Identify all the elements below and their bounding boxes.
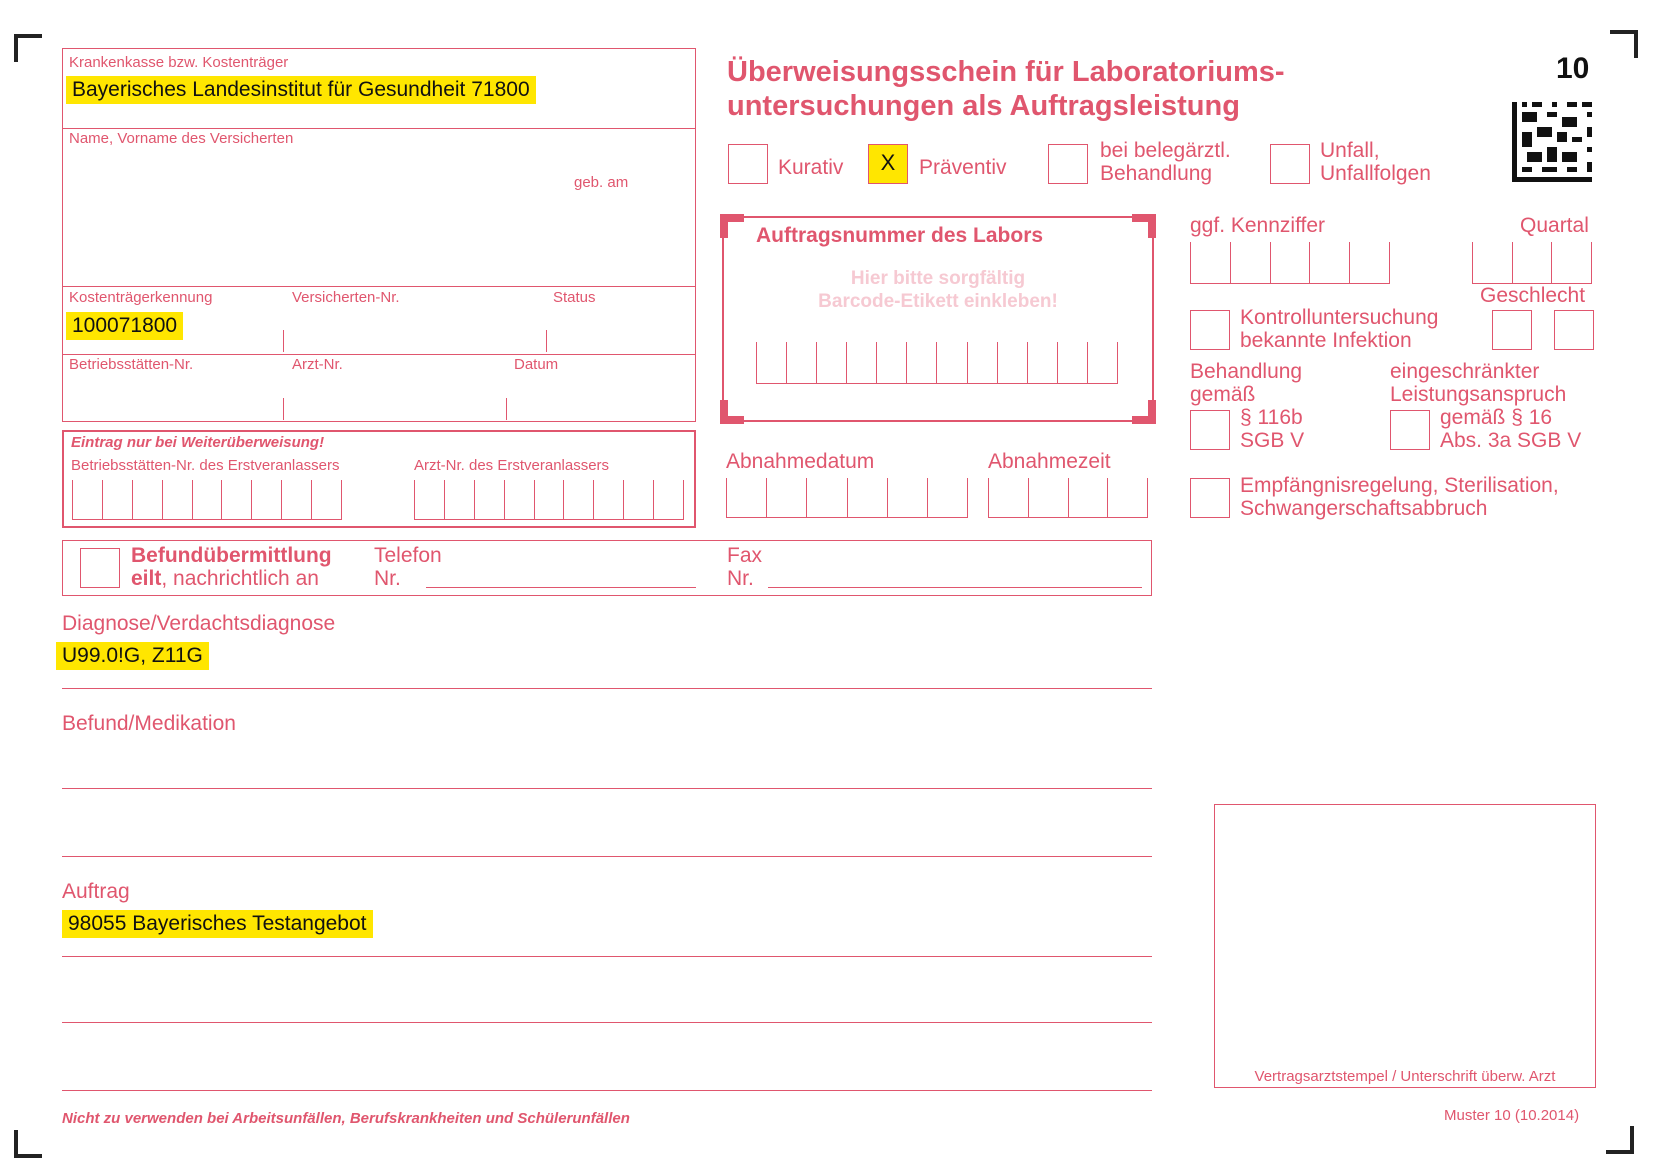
p116b-label-1: § 116b: [1240, 406, 1303, 429]
fax-nr-label: Nr.: [727, 567, 754, 590]
findings-line-1[interactable]: [62, 788, 1152, 789]
form-version: Muster 10 (10.2014): [1444, 1107, 1580, 1124]
findings-label: Befund/Medikation: [62, 712, 236, 735]
unfall-checkbox[interactable]: [1270, 144, 1310, 184]
quartal-label: Quartal: [1520, 214, 1589, 237]
diagnosis-line: [62, 688, 1152, 689]
diagnosis-value[interactable]: U99.0!G, Z11G: [56, 642, 209, 670]
phone-label: Telefon: [374, 544, 442, 567]
eingeschraenkt-label-1: eingeschränkter: [1390, 360, 1540, 383]
praeventiv-label: Präventiv: [919, 156, 1007, 179]
form-title-line1: Überweisungsschein für Laboratoriums-: [727, 56, 1285, 88]
crop-mark-bottom-left: [14, 1130, 42, 1158]
crop-mark-top-right: [1610, 30, 1638, 58]
insurer-value[interactable]: Bayerisches Landesinstitut für Gesundheit 71800: [66, 76, 536, 104]
behandlung-label-1: Behandlung: [1190, 360, 1303, 383]
sampling-date-comb[interactable]: [726, 478, 968, 518]
lab-order-label: Auftragsnummer des Labors: [756, 224, 1044, 247]
geschlecht-label: Geschlecht: [1480, 284, 1586, 307]
doctor-number-label: Arzt-Nr.: [292, 356, 343, 373]
lab-box-corner-br: [1132, 400, 1156, 424]
transmission-label-2: eilt, nachrichtlich an: [131, 567, 319, 590]
footer-note: Nicht zu verwenden bei Arbeitsunfällen, Berufskrankheiten und Schülerunfällen: [62, 1110, 630, 1127]
status-label: Status: [553, 289, 596, 306]
phone-nr-label: Nr.: [374, 567, 401, 590]
lab-box-corner-tl: [720, 214, 744, 238]
order-line-2[interactable]: [62, 1022, 1152, 1023]
date-label: Datum: [514, 356, 559, 373]
p16-label-2: Abs. 3a SGB V: [1440, 429, 1582, 452]
sampling-time-comb[interactable]: [988, 478, 1148, 518]
diagnosis-label: Diagnose/Verdachtsdiagnose: [62, 612, 336, 635]
findings-line-2[interactable]: [62, 856, 1152, 857]
kurativ-label: Kurativ: [778, 156, 844, 179]
referral-site-label: Betriebsstätten-Nr. des Erstveranlassers: [71, 457, 340, 474]
referral-heading: Eintrag nur bei Weiterüberweisung!: [71, 434, 325, 451]
geschlecht-box-2[interactable]: [1554, 310, 1594, 350]
form-number: 10: [1556, 52, 1590, 85]
quartal-comb[interactable]: [1472, 242, 1592, 284]
stamp-label: Vertragsarztstempel / Unterschrift überw. Arzt: [1254, 1068, 1556, 1085]
behandlung-label-2: gemäß: [1190, 383, 1256, 406]
order-label: Auftrag: [62, 880, 130, 903]
praeventiv-mark: X: [880, 150, 896, 175]
order-line-1[interactable]: [62, 956, 1152, 957]
insured-name-label: Name, Vorname des Versicherten: [69, 130, 294, 147]
unfall-label-1: Unfall,: [1320, 139, 1380, 162]
praeventiv-checkbox[interactable]: [868, 144, 908, 184]
kennziffer-comb[interactable]: [1190, 242, 1390, 284]
fax-label: Fax: [727, 544, 763, 567]
referral-doctor-label: Arzt-Nr. des Erstveranlassers: [414, 457, 610, 474]
crop-mark-bottom-right: [1606, 1126, 1634, 1154]
kontrolle-label-2: bekannte Infektion: [1240, 329, 1412, 352]
cost-bearer-value[interactable]: 100071800: [66, 312, 183, 340]
insured-number-label: Versicherten-Nr.: [292, 289, 400, 306]
lab-box-corner-tr: [1132, 214, 1156, 238]
transmission-label: Befundübermittlung: [131, 544, 332, 567]
stamp-signature-box[interactable]: [1214, 804, 1596, 1088]
empfaengnis-label-2: Schwangerschaftsabbruch: [1240, 497, 1488, 520]
sampling-date-label: Abnahmedatum: [726, 450, 875, 473]
phone-input-line[interactable]: [426, 587, 696, 588]
unfall-label-2: Unfallfolgen: [1320, 162, 1431, 185]
form-title-line2: untersuchungen als Auftragsleistung: [727, 90, 1240, 122]
insurer-label: Krankenkasse bzw. Kostenträger: [69, 54, 289, 71]
lab-order-comb[interactable]: [756, 342, 1118, 384]
belegarzt-label-2: Behandlung: [1100, 162, 1213, 185]
fax-input-line[interactable]: [768, 587, 1142, 588]
belegarzt-checkbox[interactable]: [1048, 144, 1088, 184]
eingeschraenkt-label-2: Leistungsanspruch: [1390, 383, 1567, 406]
referral-site-comb[interactable]: [72, 480, 342, 520]
site-number-label: Betriebsstätten-Nr.: [69, 356, 194, 373]
order-value[interactable]: 98055 Bayerisches Testangebot: [62, 910, 373, 938]
sampling-time-label: Abnahmezeit: [988, 450, 1111, 473]
crop-mark-top-left: [14, 34, 42, 62]
belegarzt-label-1: bei belegärztl.: [1100, 139, 1231, 162]
barcode-hint-1: Hier bitte sorgfältig: [850, 268, 1026, 289]
p116b-label-2: SGB V: [1240, 429, 1305, 452]
empfaengnis-checkbox[interactable]: [1190, 478, 1230, 518]
kontrolle-label-1: Kontrolluntersuchung: [1240, 306, 1439, 329]
p116b-checkbox[interactable]: [1190, 410, 1230, 450]
referral-doctor-comb[interactable]: [414, 480, 684, 520]
barcode-hint-2: Barcode-Etikett einkleben!: [818, 291, 1058, 312]
kurativ-checkbox[interactable]: [728, 144, 768, 184]
p16-label-1: gemäß § 16: [1440, 406, 1553, 429]
geschlecht-box-1[interactable]: [1492, 310, 1532, 350]
dob-label: geb. am: [574, 174, 629, 191]
kennziffer-label: ggf. Kennziffer: [1190, 214, 1326, 237]
empfaengnis-label-1: Empfängnisregelung, Sterilisation,: [1240, 474, 1559, 497]
p16-checkbox[interactable]: [1390, 410, 1430, 450]
cost-bearer-label: Kostenträgerkennung: [69, 289, 213, 306]
urgent-transmission-checkbox[interactable]: [80, 548, 120, 588]
order-line-3[interactable]: [62, 1090, 1152, 1091]
lab-box-corner-bl: [720, 400, 744, 424]
datamatrix-code: [1512, 102, 1592, 182]
kontrolle-checkbox[interactable]: [1190, 310, 1230, 350]
